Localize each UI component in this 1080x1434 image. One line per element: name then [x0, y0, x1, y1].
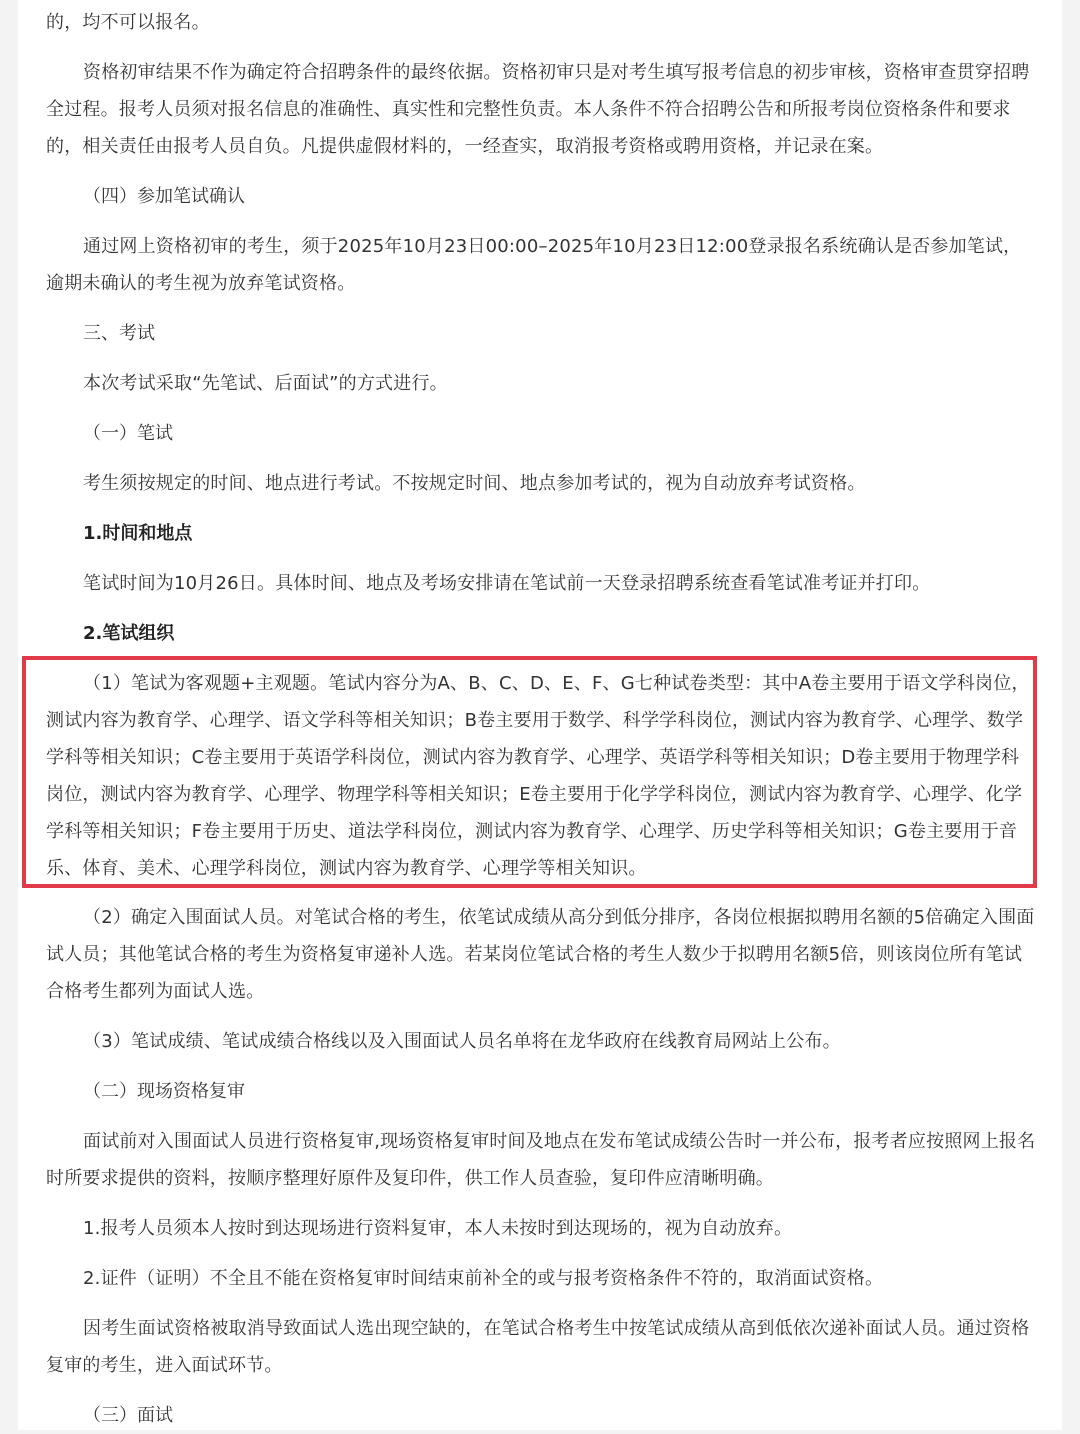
- heading-time-place: 1.时间和地点: [83, 523, 193, 544]
- paragraph-exam-method: 本次考试采取“先笔试、后面试”的方式进行。: [83, 373, 448, 394]
- heading-confirm-exam: （四）参加笔试确认: [83, 186, 245, 207]
- paragraph-review-rule-2: 2.证件（证明）不全且不能在资格复审时间结束前补全的或与报考资格条件不符的，取消面试资格。: [83, 1268, 884, 1289]
- paragraph-paper-types: （1）笔试为客观题+主观题。笔试内容分为A、B、C、D、E、F、G七种试卷类型：其中A卷主要用于语文学科岗位，测试内容为教育学、心理学、语文学科等相关知识；B卷主要用于数学、科学学科岗位，测试内容为教育学、心理学、数学学科等相关知识；C卷主要用于英语学科岗位，测试内容为教育学、心理学、英语学科等相关知识；D卷主要用于物理学科岗位，测试内容为教育学、心理学、物理学科等相关知识；E卷主要用于化学学科岗位，测试内容为教育学、心理学、化学学科等相关知识；F卷主要用于历史、道法学科岗位，测试内容为教育学、心理学、历史学科等相关知识；G卷主要用于音乐、体育、美术、心理学科岗位，测试内容为教育学、心理学等相关知识。: [46, 673, 1030, 879]
- heading-exam-organization: 2.笔试组织: [83, 623, 175, 644]
- paragraph-results-publish: （3）笔试成绩、笔试成绩合格线以及入围面试人员名单将在龙华政府在线教育局网站上公布。: [83, 1031, 841, 1052]
- heading-exam: 三、考试: [83, 323, 155, 344]
- paragraph-review-process: 面试前对入围面试人员进行资格复审,现场资格复审时间及地点在发布笔试成绩公告时一并公布，报考者应按照网上报名时所要求提供的资料，按顺序整理好原件及复印件，供工作人员查验，复印件应清晰明确。: [46, 1131, 1036, 1189]
- paragraph-interview-selection: （2）确定入围面试人员。对笔试合格的考生，依笔试成绩从高分到低分排序，各岗位根据拟聘用名额的5倍确定入围面试人员；其他笔试合格的考生为资格复审递补人选。若某岗位笔试合格的考生人数少于拟聘用名额5倍，则该岗位所有笔试合格考生都列为面试人选。: [46, 907, 1035, 1002]
- article-body: [46, 0, 1036, 1434]
- heading-onsite-review: （二）现场资格复审: [83, 1081, 245, 1102]
- article-page: [18, 0, 1062, 1430]
- heading-interview: （三）面试: [83, 1405, 173, 1426]
- paragraph-review-rule-1: 1.报考人员须本人按时到达现场进行资料复审，本人未按时到达现场的，视为自动放弃。: [83, 1218, 793, 1239]
- paragraph-replacement: 因考生面试资格被取消导致面试人选出现空缺的，在笔试合格考生中按笔试成绩从高到低依次递补面试人员。通过资格复审的考生，进入面试环节。: [46, 1318, 1030, 1376]
- paragraph-review-notice: 资格初审结果不作为确定符合招聘条件的最终依据。资格初审只是对考生填写报考信息的初步审核，资格审查贯穿招聘全过程。报考人员须对报名信息的准确性、真实性和完整性负责。本人条件不符合招聘公告和所报考岗位资格条件和要求的，相关责任由报考人员自负。凡提供虚假材料的，一经查实，取消报考资格或聘用资格，并记录在案。: [46, 62, 1030, 157]
- paragraph-exam-rule: 考生须按规定的时间、地点进行考试。不按规定时间、地点参加考试的，视为自动放弃考试资格。: [83, 473, 866, 494]
- paragraph-exam-time: 笔试时间为10月26日。具体时间、地点及考场安排请在笔试前一天登录招聘系统查看笔试准考证并打印。: [83, 573, 931, 594]
- paragraph-confirm-deadline: 通过网上资格初审的考生，须于2025年10月23日00:00–2025年10月23日12:00登录报名系统确认是否参加笔试，逾期未确认的考生视为放弃笔试资格。: [46, 236, 1022, 294]
- paragraph-tail: 的，均不可以报名。: [46, 12, 210, 33]
- heading-written-exam: （一）笔试: [83, 423, 173, 444]
